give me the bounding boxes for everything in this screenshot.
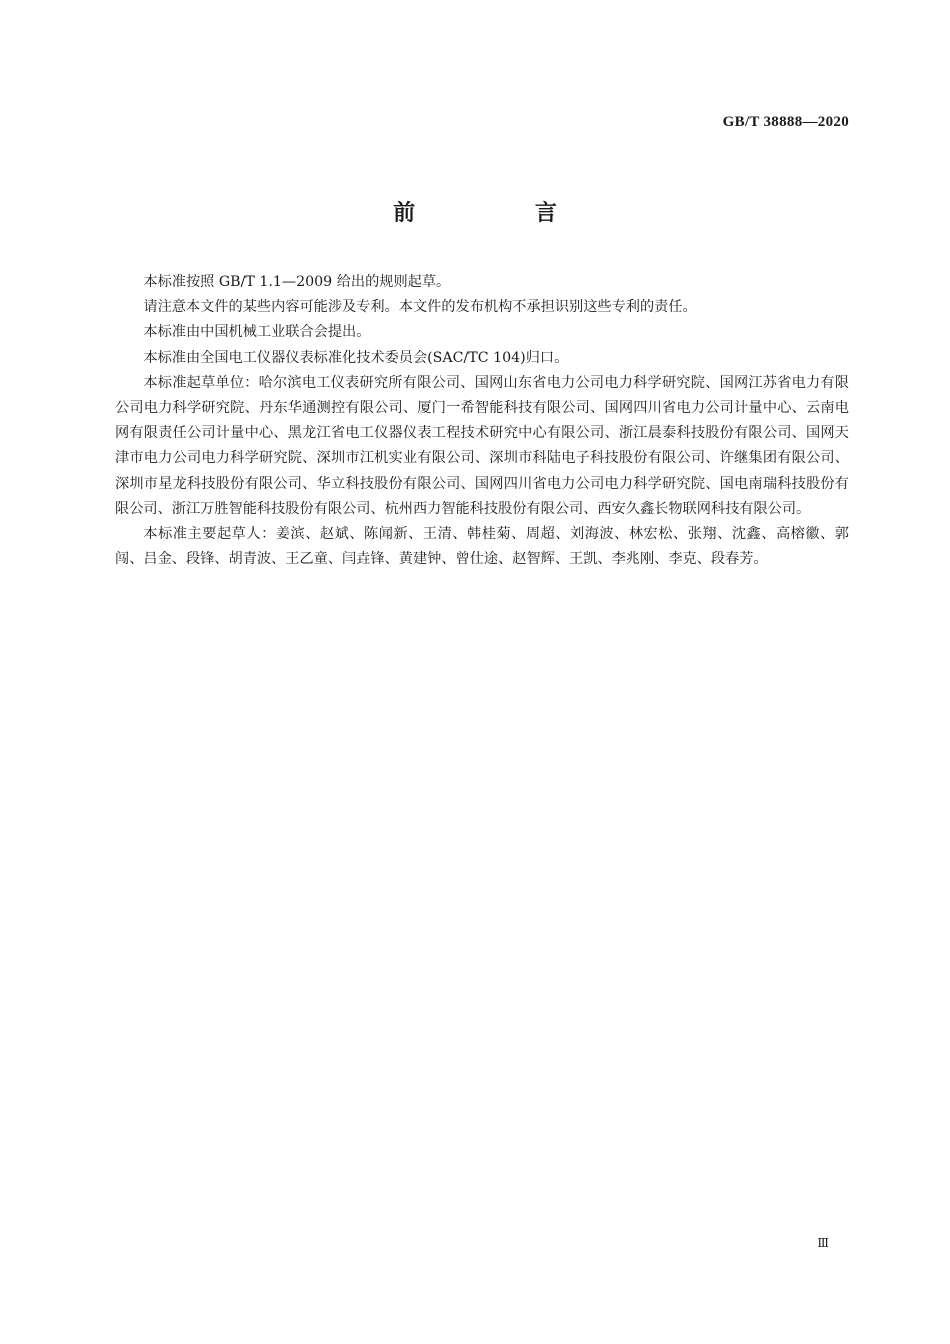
paragraph-patent-notice: 请注意本文件的某些内容可能涉及专利。本文件的发布机构不承担识别这些专利的责任。	[143, 299, 697, 316]
foreword-body	[115, 270, 849, 572]
paragraph-drafting-rules: 本标准按照 GB/T 1.1—2009 给出的规则起草。	[143, 274, 451, 290]
paragraph-administrator: 本标准由全国电工仪器仪表标准化技术委员会(SAC/TC 104)归口。	[143, 349, 569, 366]
page-number: Ⅲ	[817, 1236, 829, 1250]
standard-code: GB/T 38888—2020	[722, 114, 849, 130]
page-title: 前 言	[393, 201, 613, 226]
paragraph-drafting-organizations: 本标准起草单位：哈尔滨电工仪表研究所有限公司、国网山东省电力公司电力科学研究院、国网江苏省电力有限公司电力科学研究院、丹东华通测控有限公司、厦门一希智能科技有限公司、国网四川省电力公司计量中心、云南电网有限责任公司计量中心、黑龙江省电工仪器仪表工程技术研究中心有限公司、浙江晨泰科技股份有限公司、国网天津市电力公司电力科学研究院、深圳市江机实业有限公司、深圳市科陆电子科技股份有限公司、许继集团有限公司、深圳市星龙科技股份有限公司、华立科技股份有限公司、国网四川省电力公司电力科学研究院、国电南瑞科技股份有限公司、浙江万胜智能科技股份有限公司、杭州西力智能科技股份有限公司、西安久鑫长物联网科技有限公司。	[115, 374, 849, 517]
paragraph-proposer: 本标准由中国机械工业联合会提出。	[143, 324, 371, 341]
paragraph-drafters: 本标准主要起草人：姜滨、赵斌、陈闻新、王清、韩桂菊、周超、刘海波、林宏松、张翔、沈鑫、高榕徽、郭闯、吕金、段锋、胡青波、王乙童、闫垚锋、黄建钟、曾仕途、赵智辉、王凯、李兆刚、李克、段春芳。	[115, 526, 849, 568]
